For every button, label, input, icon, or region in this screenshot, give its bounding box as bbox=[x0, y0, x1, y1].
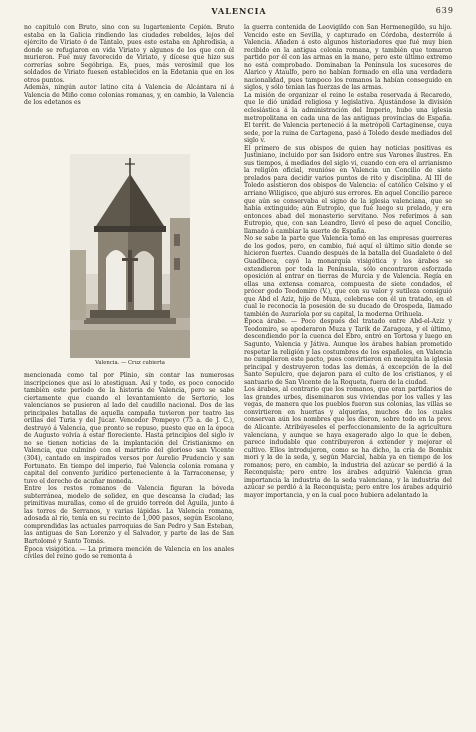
paragraph: Los árabes, al contrario que los romanos, que eran partidarios de las grandes urbes, diseminaron sus viviendas por los valles y las vegas, de manera que los pueblos fueron sus colonias, las villas se convirtieron en huertas y alquerías, muchos de los cuales conservan aún los nombres que les dieron, sobre todo en la prov. de Alicante. Atribúyeseles el perfeccionamiento de la agricultura valenciana, y aunque se haya exagerado algo lo que le deben, parece indudable que contribuyeron á extender y mejorar el cultivo. Ellos introdujeron, como se ha dicho, la cría de Bombix mori y la de la seda, y, según Marcial, había ya en tiempo de los romanos; pero, en cambio, la industria del azúcar se perdió á la Reconquista; pero entre los árabes adquirió Valencia gran importancia la industria de la seda valenciana, y la industria del azúcar se perdió á la Reconquista; pero entre los árabes adquirió mayor importancia, y en la cual poco hubiera adelantado la bbox=[244, 386, 452, 499]
figure-photo bbox=[70, 154, 190, 358]
figure-caption: Valencia. — Cruz cubierta bbox=[95, 360, 165, 366]
paragraph: El primero de sus obispos de quien hay noticias positivas es Justiniano, incluido por san Isidoro entre sus Varones ilustres. En sus tiempos, á mediados del siglo vi, cuando con era el arrianismo la religión oficial, reunióse en Valencia un Concilio de siete prelados para decidir varios puntos de rito y disciplina. Al III de Toledo asistieron dos obispos de Valencia: el católico Celsino y el arriano Wiligisco, que abjuró sus errores. En aquel Concilio parece que aún se conservaba el signo de la iglesia valenciana, que se había extinguido; aún Eutropio, que fué luego su prelado, y era entonces abad del monasterio servitano. Nos referimos á san Eutropio, que, con san Leandro, llevó el peso de aquel Concilio, llamado á cambiar la suerte de España. bbox=[244, 144, 452, 235]
page-title: VALENCIA bbox=[211, 6, 267, 16]
left-column-top bbox=[24, 24, 234, 154]
paragraph: Época árabe. — Poco después del tratado entre Abd-el-Aziz y Teodomiro, se apoderaron Muza y Tarik de Zaragoza, y el último, descendiendo por la cuenca del Ebro, entró en Tortosa y luego en Sagunto, Valencia y Játiva. Aunque los árabes habían prometido respetar la religión y las costumbres de los españoles, en Valencia no cumplieron este pacto, pues convirtieron en mezquita la iglesia principal y destruyeron todas las demás, á excepción de la del Santo Sepulcro, que dejaron para el culto de los cristianos, y el santuario de San Vicente de la Roqueta, fuera de la ciudad. bbox=[244, 318, 452, 386]
paragraph: Además, ningún autor latino cita á Valencia de Alcántara ni á Valencia de Miño como colonias romanas, y, en cambio, la Valencia de los edetanos es bbox=[24, 84, 234, 107]
page-number: 639 bbox=[435, 6, 454, 15]
left-column-bottom bbox=[24, 372, 234, 712]
paragraph: Época visigótica. — La primera mención de Valencia en los anales civiles del reino godo se remonta á bbox=[24, 545, 234, 561]
paragraph: Entre los restos romanos de Valencia figuran la bóveda subterránea, modelo de solidez, en que descansa la ciudad; las primitivas murallas, como el de gruido torreón del Águila, junto á las torres de Serranos, y varias lápidas. La Valencia romana, adosada al río, tenía en su recinto de 1,000 pasos, según Escolano, comprendidas las actuales parroquias de San Pedro y San Esteban, las antiguas de San Lorenzo y el Salvador, y parte de las de San Bartolomé y Santo Tomás. bbox=[24, 485, 234, 546]
paragraph: La misión de organizar el reino le estaba reservada á Recaredo, que le dió unidad religiosa y legislativa. Ajustándose la división eclesiástica á la administración del Imperio, hubo una iglesia metropolitana en cada una de las antiguas provincias de España. El territ. de Valencia perteneció á la metrópoli Cartaginense, cuya sede, por la ruina de Cartagena, pasó á Toledo desde mediados del siglo v. bbox=[244, 91, 452, 145]
paragraph: mencionada como tal por Plinio, sin contar las numerosas inscripciones que así lo atestiguan. Así y todo, es poco conocido también este período de la historia de Valencia, pero se sabe ciertamente que cuando el levantamiento de Sertorio, los valencianos se pusieron al lado del caudillo nacional. Dos de las principales batallas de aquella campaña tuvieron por teatro las orillas del Turia y del Júcar. Vencedor Pompeyo (75 a. de J. C.), destruyó á Valencia, que pronto se repuso, puesto que en la época de Augusto volvía á estar floreciente. Hasta principios del siglo iv no se tienen noticias de la implantación del Cristianismo en Valencia, que culminó con el martirio del glorioso san Vicente (304), cantado en inspirados versos por Aurelio Prudencio y san Fortunato. En tiempo del imperio, fué Valencia colonia romana y capital del convento jurídico perteneciente á la Tarraconense, y tuvo el derecho de acuñar moneda. bbox=[24, 372, 234, 485]
right-column bbox=[244, 24, 452, 716]
running-header bbox=[24, 6, 454, 20]
paragraph: no capituló con Bruto, sino con su lugarteniente Cepión. Bruto estaba en la Galicia rindiendo las ciudades rebeldes, lejos del ejército de Viriato ó de Tántalo, pues este estaba en Aphrodisia, a donde se refugiaron en vida Viriato y algunos de los que con él murieron. Fué muy favorecido de Viriato, y dícese que hizo sus correrías sobre Segóbriga. Es, pues, más verosímil que los soldados de Viriato fuesen establecidos en la Edetania que en los otros puntos. bbox=[24, 24, 234, 84]
paragraph: No se sabe la parte que Valencia tomó en las empresas guerreras de los godos, pero, en cambio, fué aquí el último sitio donde se hicieron fuertes. Cuando después de la batalla del Guadalete ó del Guadibeca, cayó la monarquía visigótica y los árabes se extendieron por toda la Península, sólo encontraron esforzada oposición al entrar en tierras de Murcia y de Valencia. Regía en ellas una extensa comarca, compuesta de siete condados, el prócer godo Teodomiro (V.), que con su valor y sutileza consiguió que Abd el Aziz, hijo de Muza, celebrase con él un tratado, en el cual le reconocía la posesión de su ducado de Orospeda, llamado también de Auraríola por su capital, la moderna Orihuela. bbox=[244, 235, 452, 318]
cruz-cubierta-image bbox=[70, 154, 190, 358]
paragraph: la guerra contenida de Leovigildo con San Hermenegildo, su hijo. Vencido este en Sevilla, y capturado en Córdoba, desterróle á Valencia. Añaden á esto algunos historiadores que fué muy bien recibido en la antigua colonia romana, y también que tomaron partido por él con las armas en la mano, pero este último extremo no está comprobado. Dominaban la Península los sucesores de Alarico y Ataulfo, pero no habían formado en ella una verdadera nacionalidad, pues tampoco los romanos la habían conseguido en siglos, y sólo tenían las fuerzas de las armas. bbox=[244, 24, 452, 92]
